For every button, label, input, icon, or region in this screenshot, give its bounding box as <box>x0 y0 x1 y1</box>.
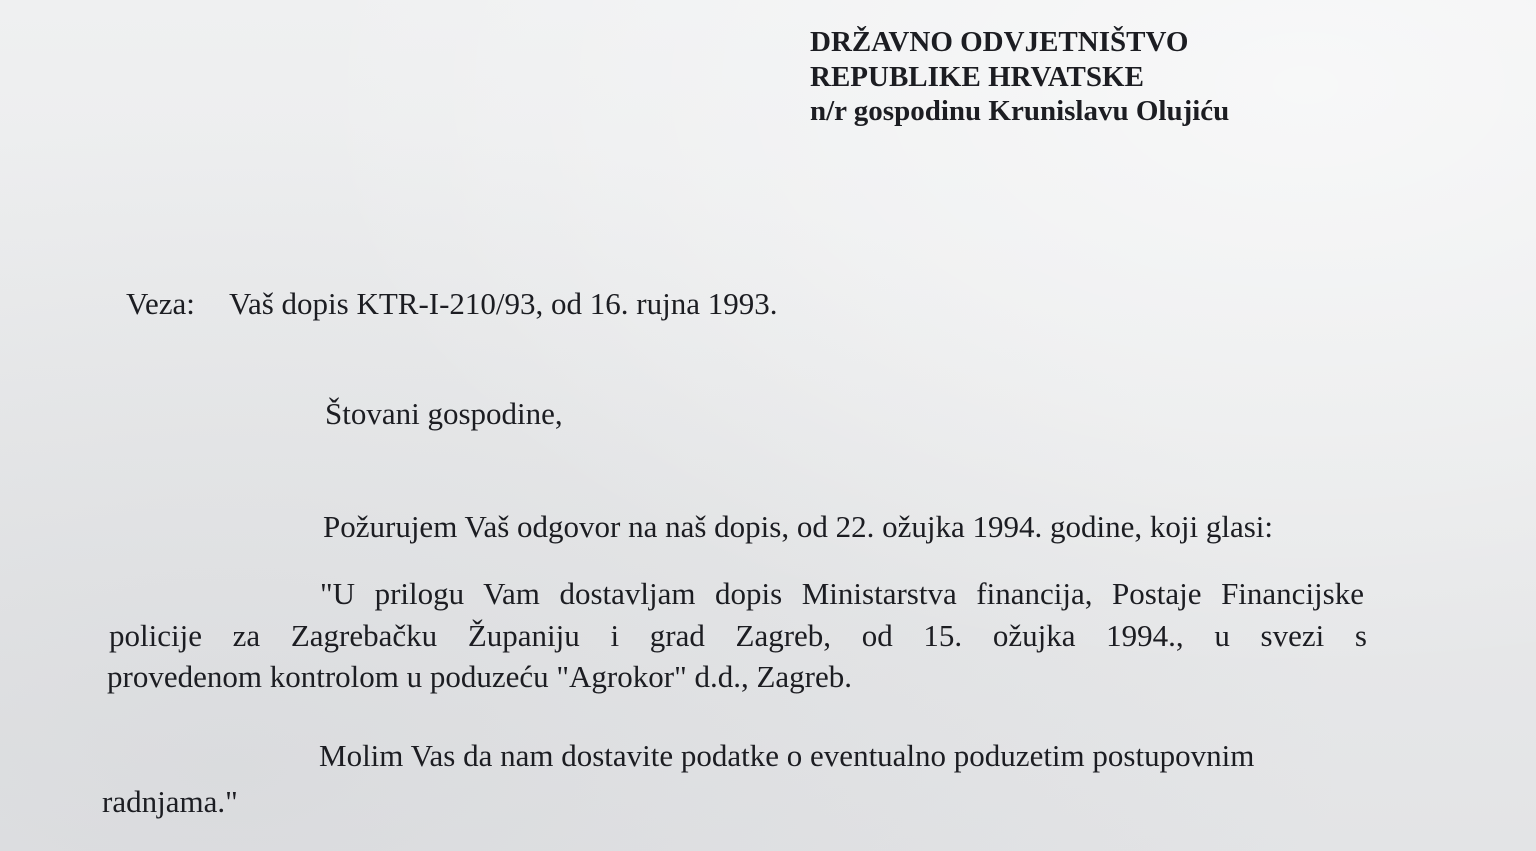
quote-line-2: policije za Zagrebačku Županiju i grad Zagreb, od 15. ožujka 1994., u svezi s <box>109 618 1367 653</box>
recipient-attention-line: n/r gospodinu Krunislavu Olujiću <box>810 95 1230 127</box>
quote-line-3: provedenom kontrolom u poduzeću "Agrokor" d.d., Zagreb. <box>107 659 853 694</box>
reference-text: Vaš dopis KTR-I-210/93, od 16. rujna 1993. <box>229 286 778 321</box>
quote-line-4: Molim Vas da nam dostavite podatke o eventualno poduzetim postupovnim <box>319 738 1255 773</box>
recipient-line-1: DRŽAVNO ODVJETNIŠTVO <box>810 26 1189 58</box>
salutation: Štovani gospodine, <box>325 396 563 431</box>
quote-line-1: "U prilogu Vam dostavljam dopis Ministarstva financija, Postaje Financijske <box>320 576 1364 611</box>
quote-line-5: radnjama." <box>102 784 238 819</box>
reference-label: Veza: <box>126 286 195 321</box>
recipient-line-2: REPUBLIKE HRVATSKE <box>810 61 1144 93</box>
intro-paragraph: Požurujem Vaš odgovor na naš dopis, od 22. ožujka 1994. godine, koji glasi: <box>323 509 1273 544</box>
